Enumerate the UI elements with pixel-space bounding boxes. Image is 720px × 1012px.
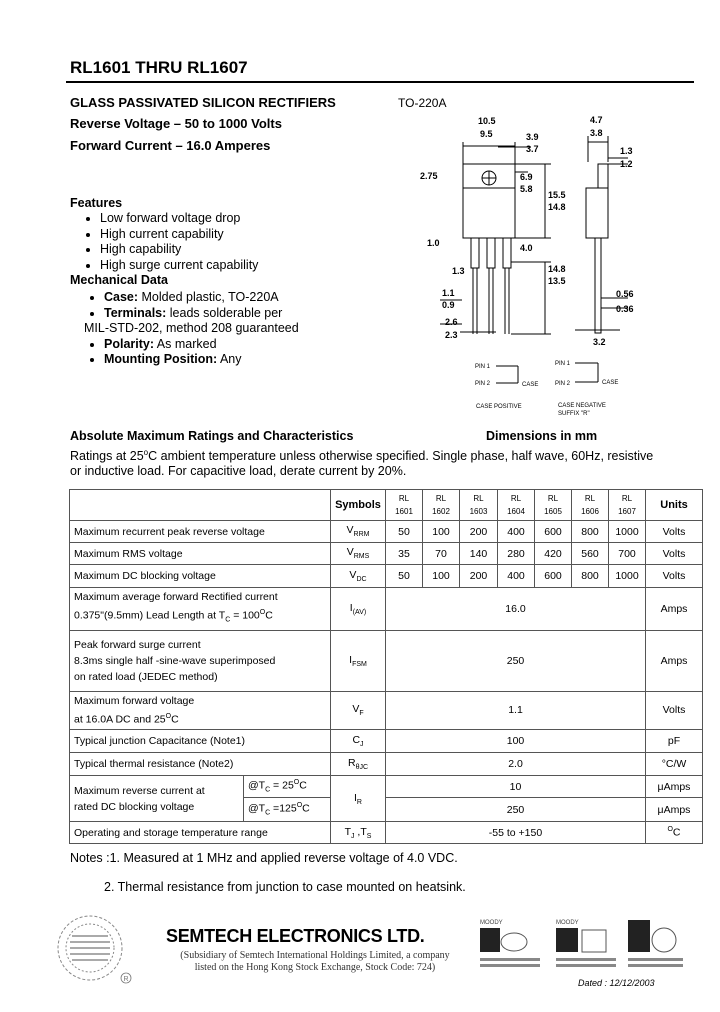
features-heading: Features bbox=[70, 196, 123, 210]
svg-text:1.1: 1.1 bbox=[442, 288, 455, 298]
mechanical-heading: Mechanical Data bbox=[70, 273, 168, 287]
svg-text:0.9: 0.9 bbox=[442, 300, 455, 310]
svg-text:CASE: CASE bbox=[522, 382, 539, 388]
dimensions-heading: Dimensions in mm bbox=[486, 429, 598, 443]
device-rl1605: RL 1605 bbox=[535, 490, 572, 521]
table-row: Maximum forward voltage at 16.0A DC and $25^OC$ $V_F$ 1.1 Volts bbox=[70, 691, 703, 730]
forward-current: Forward Current – 16.0 Amperes bbox=[70, 138, 271, 153]
device-rl1601: RL 1601 bbox=[386, 490, 423, 521]
units-header: Units bbox=[646, 490, 703, 521]
device-rl1607: RL 1607 bbox=[609, 490, 646, 521]
svg-text:R: R bbox=[123, 976, 129, 983]
reverse-voltage: Reverse Voltage – 50 to 1000 Volts bbox=[70, 116, 282, 131]
list-item: • High current capability bbox=[100, 227, 258, 243]
svg-text:5.8: 5.8 bbox=[520, 184, 533, 194]
svg-text:6.9: 6.9 bbox=[520, 172, 533, 182]
table-row: Maximum RMS voltage $V_{RMS}$ 35 70 140 280 420 560 700 Volts bbox=[70, 543, 703, 565]
table-row: Operating and storage temperature range $T_J$ $,T_S$ -55 to +150 $^O$C bbox=[70, 822, 703, 844]
list-item: • Case: Molded plastic, TO-220A bbox=[104, 290, 299, 306]
svg-text:2.3: 2.3 bbox=[445, 330, 458, 340]
device-rl1606: RL 1606 bbox=[572, 490, 609, 521]
features-list bbox=[82, 211, 258, 273]
list-item: • Mounting Position: Any bbox=[104, 352, 299, 368]
svg-text:3.7: 3.7 bbox=[526, 144, 539, 154]
page-title: RL1601 THRU RL1607 bbox=[70, 58, 248, 77]
note-2: 2. Thermal resistance from junction to case mounted on heatsink. bbox=[104, 880, 466, 894]
svg-text:14.8: 14.8 bbox=[548, 264, 566, 274]
svg-text:2.75: 2.75 bbox=[420, 171, 438, 181]
device-rl1604: RL 1604 bbox=[498, 490, 535, 521]
polarity-schematics bbox=[475, 361, 618, 417]
semtech-logo bbox=[56, 912, 136, 988]
dated: Dated : 12/12/2003 bbox=[578, 978, 655, 988]
svg-text:1.2: 1.2 bbox=[620, 159, 633, 169]
svg-text:2.6: 2.6 bbox=[445, 317, 458, 327]
company-name: SEMTECH ELECTRONICS LTD. bbox=[166, 926, 425, 946]
ratings-heading: Absolute Maximum Ratings and Characteristics bbox=[70, 429, 354, 443]
svg-text:PIN 2: PIN 2 bbox=[555, 381, 571, 387]
svg-text:0.36: 0.36 bbox=[616, 304, 634, 314]
certification-marks bbox=[478, 916, 698, 976]
svg-text:PIN 2: PIN 2 bbox=[475, 381, 491, 387]
list-item: • High surge current capability bbox=[100, 258, 258, 274]
svg-text:3.9: 3.9 bbox=[526, 132, 539, 142]
svg-text:CASE POSITIVE: CASE POSITIVE bbox=[476, 404, 522, 410]
svg-text:3.2: 3.2 bbox=[593, 337, 606, 347]
svg-text:1.0: 1.0 bbox=[427, 238, 440, 248]
note-1: Notes :1. Measured at 1 MHz and applied reverse voltage of 4.0 VDC. bbox=[70, 851, 458, 865]
svg-text:0.56: 0.56 bbox=[616, 289, 634, 299]
device-rl1603: RL 1603 bbox=[460, 490, 498, 521]
table-header-row bbox=[70, 490, 703, 521]
front-view bbox=[440, 142, 551, 334]
table-row: Peak forward surge current 8.3ms single half -sine-wave superimposed on rated load (JEDEC method) $I_{FSM}$ 250 Amps bbox=[70, 630, 703, 691]
ratings-text: Ratings at 25$^o$C ambient temperature unless otherwise specified. Single phase, half wave, 60Hz, resistive or inductive load. For capacitive load, derate current by 20%. bbox=[70, 448, 654, 478]
svg-text:MOODY: MOODY bbox=[480, 920, 503, 926]
svg-text:15.5: 15.5 bbox=[548, 190, 566, 200]
svg-text:1.3: 1.3 bbox=[620, 146, 633, 156]
svg-text:SUFFIX "R": SUFFIX "R" bbox=[558, 411, 590, 417]
list-item: • Terminals: leads solderable per bbox=[104, 306, 299, 322]
table-row: Maximum DC blocking voltage $V_{DC}$ 50 100 200 400 600 800 1000 Volts bbox=[70, 565, 703, 588]
svg-text:14.8: 14.8 bbox=[548, 202, 566, 212]
table-row: Typical junction Capacitance (Note1) $C_J$ 100 pF bbox=[70, 730, 703, 753]
table-row: Maximum reverse current at rated DC blocking voltage $@T_C = 25^OC$ $I_R$ 10 μAmps bbox=[70, 776, 703, 798]
table-row: Maximum recurrent peak reverse voltage $V_{RRM}$ 50 100 200 400 600 800 1000 Volts bbox=[70, 521, 703, 543]
title-rule bbox=[66, 81, 694, 83]
dimension-labels bbox=[420, 115, 634, 347]
list-item: • High capability bbox=[100, 242, 258, 258]
product-subtitle: GLASS PASSIVATED SILICON RECTIFIERS bbox=[70, 95, 336, 110]
svg-text:10.5: 10.5 bbox=[478, 116, 496, 126]
mechanical-list bbox=[82, 290, 299, 368]
svg-text:PIN 1: PIN 1 bbox=[475, 364, 491, 370]
table-row: $@T_C =125^OC$ 250 μAmps bbox=[70, 798, 703, 822]
svg-text:4.0: 4.0 bbox=[520, 243, 533, 253]
svg-text:13.5: 13.5 bbox=[548, 276, 566, 286]
svg-text:4.7: 4.7 bbox=[590, 115, 603, 125]
svg-text:CASE: CASE bbox=[602, 380, 619, 386]
svg-text:CASE NEGATIVE: CASE NEGATIVE bbox=[558, 403, 606, 409]
svg-text:9.5: 9.5 bbox=[480, 129, 493, 139]
svg-text:MOODY: MOODY bbox=[556, 920, 579, 926]
svg-text:1.3: 1.3 bbox=[452, 266, 465, 276]
ratings-table bbox=[69, 489, 703, 844]
list-item: • Low forward voltage drop bbox=[100, 211, 258, 227]
device-rl1602: RL 1602 bbox=[423, 490, 460, 521]
symbols-header: Symbols bbox=[331, 490, 386, 521]
svg-text:PIN 1: PIN 1 bbox=[555, 361, 571, 367]
package-label: TO-220A bbox=[398, 96, 447, 110]
table-row: Typical thermal resistance (Note2) $R_{\theta JC}$ 2.0 °C/W bbox=[70, 753, 703, 776]
table-row: Maximum average forward Rectified current 0.375"(9.5mm) Lead Length at $T_C = 100^OC$ $I_{(AV)}$ 16.0 Amps bbox=[70, 588, 703, 631]
package-diagram bbox=[400, 112, 700, 424]
svg-text:3.8: 3.8 bbox=[590, 128, 603, 138]
list-item: MIL-STD-202, method 208 guaranteed bbox=[84, 321, 299, 336]
list-item: • Polarity: As marked bbox=[104, 337, 299, 353]
company-subsidiary: (Subsidiary of Semtech International Holdings Limited, a company listed on the Hong Kong Stock Exchange, Stock Code: 724) bbox=[180, 950, 450, 973]
